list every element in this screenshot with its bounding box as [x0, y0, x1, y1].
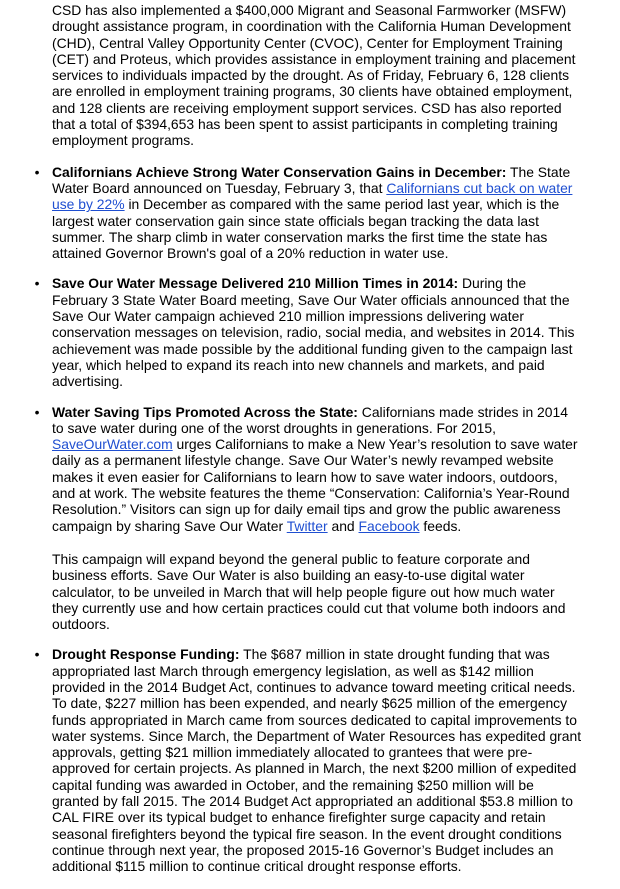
- list-item-body: [52, 646, 582, 874]
- bullet-icon: •: [34, 163, 40, 180]
- list-item-body: [52, 404, 582, 534]
- bullet-icon: •: [34, 403, 40, 420]
- item-text: feeds.: [419, 517, 462, 534]
- intro-paragraph: CSD has also implemented a $400,000 Migrant and Seasonal Farmworker (MSFW) drought assistance program, in coordination with the California Human Development (CHD), Central Valley Opportunity Center (CVOC), Center for Employment Training (CET) and Proteus, which provides assistance in employment training and placement services to individuals impacted by the drought. As of Friday, February 6, 128 clients are enrolled in employment training programs, 30 clients have obtained employment, and 128 clients are receiving employment support services. CSD has also reported that a total of $394,653 has been spent to assist participants in completing training employment programs.: [52, 2, 576, 149]
- item-text: During the February 3 State Water Board meeting, Save Our Water officials announced that the Save Our Water campaign achieved 210 million impressions delivering water conservation messages on television, radio, social media, and websites in 2014. This achievement was made possible by the additional funding given to the campaign last year, which helped to expand its reach into new channels and markets, and paid advertising.: [52, 275, 575, 390]
- item-heading: Water Saving Tips Promoted Across the State:: [52, 403, 358, 420]
- list-item-save-our-water-message: [34, 275, 582, 390]
- document-page: [34, 2, 582, 889]
- list-item-water-saving-tips: [34, 403, 582, 633]
- water-use-cut-link[interactable]: Californians cut back on water use by 22%: [52, 179, 573, 213]
- item-text: in December as compared with the same period last year, which is the largest water conservation gain since state officials began tracking the data last summer. The sharp climb in water conservation marks the first time the state has attained Governor Brown's goal of a 20% reduction in water use.: [52, 196, 560, 262]
- facebook-link[interactable]: Facebook: [358, 517, 420, 534]
- item-text: The $687 million in state drought funding that was appropriated last March through emergency legislation, as well as $142 million provided in the 2014 Budget Act, continues to advance toward meeting critical needs. To date, $227 million has been expended, and nearly $625 million of the emergency funds appropriated in March came from sources dedicated to capital improvements to water systems. Since March, the Department of Water Resources has expedited grant approvals, getting $21 million immediately allocated to grantees that were pre-approved for certain projects. As planned in March, the next $200 million of expedited capital funding was awarded in October, and the remaining $250 million will be granted by fall 2015. The 2014 Budget Act appropriated an additional $53.8 million to CAL FIRE over its typical budget to enhance firefighter surge capacity and retain seasonal firefighters beyond the typical fire season. In the event drought conditions continue through next year, the proposed 2015-16 Governor’s Budget includes an additional $115 million to continue critical drought response efforts.: [52, 646, 582, 875]
- item-heading: Save Our Water Message Delivered 210 Million Times in 2014:: [52, 275, 459, 292]
- item-text: Californians made strides in 2014 to save water during one of the worst droughts in generations. For 2015,: [52, 403, 568, 436]
- item-heading: Californians Achieve Strong Water Conservation Gains in December:: [52, 163, 507, 180]
- list-item-body: [52, 275, 582, 389]
- item-text: and: [327, 517, 359, 534]
- bullet-list: [34, 163, 582, 875]
- twitter-link[interactable]: Twitter: [286, 517, 328, 534]
- campaign-expansion-paragraph: This campaign will expand beyond the general public to feature corporate and business efforts. Save Our Water is also building an easy-to-use digital water calculator, to be unveiled in March that will help people figure out how much water they currently use and how certain practices could cut that volume both indoors and outdoors.: [52, 550, 566, 633]
- saveourwater-link[interactable]: SaveOurWater.com: [52, 436, 173, 453]
- item-text: urges Californians to make a New Year’s resolution to save water daily as a permanent lifestyle change. Save Our Water’s newly revamped website makes it even easier for Californians to learn how to save water indoors, outdoors, and at work. The website features the theme “Conservation: California’s Year-Round Resolution.” Visitors can sign up for daily email tips and grow the public awareness campaign by sharing Save Our Water: [52, 436, 578, 534]
- bullet-icon: •: [34, 275, 40, 292]
- item-text: The State Water Board announced on Tuesday, February 3, that: [52, 163, 571, 196]
- list-item-body: [52, 164, 582, 262]
- item-heading: Drought Response Funding:: [52, 646, 240, 663]
- list-item-drought-funding: [34, 646, 582, 875]
- bullet-icon: •: [34, 646, 40, 663]
- list-item-conservation-gains: [34, 163, 582, 262]
